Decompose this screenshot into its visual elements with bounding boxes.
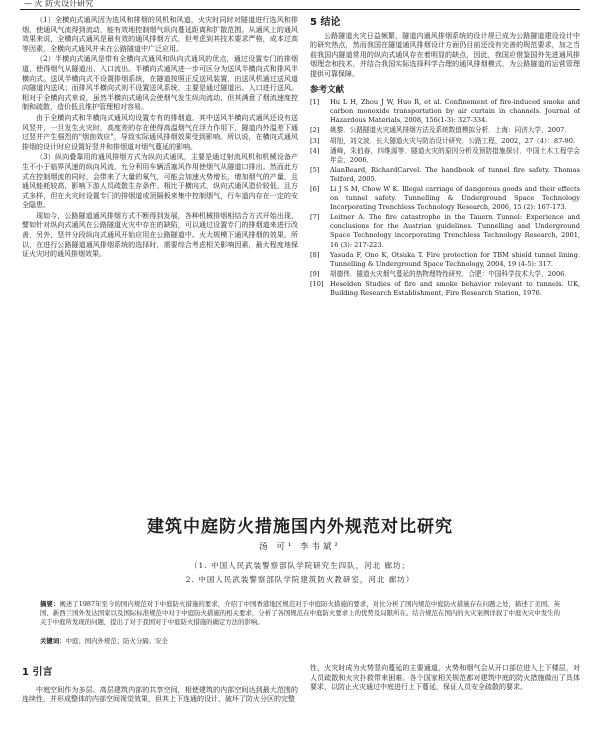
reference-item xyxy=(310,280,580,298)
intro-left-column xyxy=(22,664,298,734)
reference-number: [7] xyxy=(310,213,320,222)
reference-text: Yasuda F, Ono K, Otsuka T. Fire protection for TBM shield tunnel lining. Tunnelling & Underground Space Technology, 2004, 19 (4-5): 317. xyxy=(330,250,580,268)
reference-item xyxy=(310,270,580,279)
reference-list xyxy=(310,98,580,298)
affiliation-2: 2. 中国人民武装警察部队学院建筑防火教研室，河北 廊坊） xyxy=(185,575,415,584)
paragraph: 由于全横向式和半横向式通风均设置专有的排烟道，其中送风半横向式通风还设有送风竖井，一旦发生火灾时，高度差的存在使得高温烟气在浮力作用下，隧道内外温差下通过竖井产生强烈的"烟囱效应"，导致实际通风排烟效果受到影响。所以说，在横向式通风排烟的设计时应设置好竖井和排烟道对烟气蔓延的影响。 xyxy=(22,113,298,151)
abstract xyxy=(40,600,560,628)
section-5-text: 公路隧道火灾日益频繁，隧道内通风排烟系统的设计规已成为公路隧道建设设计中的研究热点，然而我国在隧道通风排烟设计方面仍目前还没有完善的规范要求，加之当前我国内隧道常用的纵向式通风存在着明显的缺点，因此，我国应借鉴国外先进通风排烟理念和技术，并结合我国实际选择科学合理的通风排烟模式，为公路隧道的运营管理提供可靠保障。 xyxy=(310,31,580,78)
right-column xyxy=(310,16,580,484)
reference-number: [5] xyxy=(310,165,320,174)
paragraph: 现如今，公路隧道通风排烟方式不断得到发展，各种机械排烟相结合方式开始出现，譬如针对纵向式通风在公路隧道火灾中存在的缺陷，可以通过设置专门的排烟道来进行改善，另外，竖井分段纵向式通风开始应用在公路隧道中。火大规模下通风排烟的效果，所以，在进行公路隧道通风排烟系统的选择时，需要综合考虑相关影响因素，最大程度地保证火灾时的通风排烟效果。 xyxy=(22,211,298,259)
reference-item xyxy=(310,126,580,135)
article-title: 建筑中庭防火措施国内外规范对比研究 xyxy=(147,517,453,537)
section-5-heading: 5 结论 xyxy=(310,17,341,28)
abstract-label: 摘要： xyxy=(40,600,60,608)
keywords-label: 关键词： xyxy=(40,637,66,645)
reference-text: Li J S M, Chow W K. Illegal carriage of dangerous goods and their effects on tunnel safety. Tunnelling & Underground Space Technology Incorporating Trenchless Technology Research, 2006, 15 (2): 167-173. xyxy=(330,185,580,212)
intro-text-right: 性，火灾时成为火势竖向蔓延的主要通道，火势和烟气会从开口部位进入上下楼层，对人员疏散和火灾扑救带来困难。各个国家相关规范都对建筑中庭的防火措施做出了具体要求，以防止火灾通过中庭进行上下蔓延，保证人员安全疏散的要求。 xyxy=(310,664,580,692)
reference-text: Heselden Studies of fire and smoke behavior relevant to tunnels. UK, Building Research Establishment, Fire Research Station, 1976. xyxy=(330,279,580,298)
paragraph: （1）全横向式通风因为选风和排烟的风机和风道，火灾时同时对隧道进行选风和排烟，使通风气流得到流动，能有效地控制烟气纵向蔓延距离和扩散范围。从通风上的通风效果来说，全横向式通风是最有效的通风排烟方式，但考虑到其技术要求严格，成本过高等因素，全横向式通风并未在公路隧道中广泛应用。 xyxy=(22,16,298,53)
keywords xyxy=(40,637,560,646)
reference-item xyxy=(310,98,580,125)
reference-text: Leitner A. The fire catastrophe in the Tauern Tunnel: Experience and conclusions for the Austrian guidelines. Tunnelling and Underground Space Technology incorporating Trenchless Technology Research, 2001, 16 (3): 217-223. xyxy=(330,213,580,249)
reference-number: [1] xyxy=(310,98,320,107)
running-header xyxy=(0,0,600,11)
reference-text: 潘峰，朱伯春，四维源等．隧道火灾的原因分析及预防措施探讨．中国土木工程学会年会，2006． xyxy=(330,146,580,164)
reference-number: [4] xyxy=(310,146,320,155)
section-1-heading: 1 引言 xyxy=(22,667,53,678)
reference-item xyxy=(310,137,580,146)
reference-number: [2] xyxy=(310,126,320,135)
intro-text-left: 中庭空间作为多层、高层建筑内部的共享空间，相使建筑的内部空间达到最大范围的连续性，并形成整体的内部空间视觉效果，但其上下连通的设计，破坏了防火分区的完整 xyxy=(22,685,298,704)
reference-text: AlanBeard, RichardCarvel. The handbook of tunnel fire safety. Thomas Telford, 2005. xyxy=(330,165,580,183)
paragraph: （3）纵向叠靠用的通风排烟方式为纵向式通风，主要是通过射流风机和机械设备产生不小于临界风速的纵向风流，允分利用车辆活塞风作用使烟气从隧道口排出。然而此方式在控制烟流的同时，会带来了大量的氧气，可能会加速火势增长，增加烟气的产量，且通风能耗较高，影响下游人员疏散生存条件。相比于横向式，纵向式通风造价较低，且方式多样，但在火灾时设置专门的排烟道或顶隔板来集中控制烟气，行车道内存在一定的安全隐患。 xyxy=(22,153,298,210)
header-rule xyxy=(20,9,580,10)
left-column xyxy=(22,16,298,484)
reference-text: 胡旭，刘文波．长大隧道火灾与防治设计研究．公路工程，2002，27（4）：87-90. xyxy=(330,136,575,145)
reference-text: Hu L H, Zhou J W, Huo R, et al. Confinement of fire-induced smoke and carbon monoxide transportation by air curtain in channels. Journal of Hazardous Materials, 2008, 156(1-3): 327-334. xyxy=(330,98,580,125)
reference-item xyxy=(310,185,580,212)
references-title: 参考文献 xyxy=(310,84,345,95)
intro-right-column xyxy=(310,664,580,734)
reference-number: [10] xyxy=(310,279,324,288)
running-header-text: — 火 防火设计研究 xyxy=(24,0,94,8)
article-authors: 汤 可¹ 李韦斌² xyxy=(259,542,341,552)
reference-item xyxy=(310,166,580,184)
reference-number: [6] xyxy=(310,185,320,193)
paragraph: （2）半横向式通风是带有全横向式通风和纵向式通风的优点，通过设置专门的排烟道，使得烟气从隧道出、入口流出。半横向式通风进一步可区分为送风半横向式和排风半横向式。送风半横向式不设置排烟系统，在隧道按照正反送风装置，由送风机通过送风道向隧道内送风；而排风半横向式则不设置送风系统，主要是通过隧道出、入口进行送风。相对于全横向式来说，虽然半横向式通风会使烟气发生纵向流动，但其满意了烟流速度控制和疏散，造价低且维护管理相对容易。 xyxy=(22,55,298,112)
abstract-text: 阐述了1987年至今的国内规范对于中庭防火措施的要求，介绍了中国香港地区规范对于中庭防火措施的要求，对比分析了国内规范中庭防火措施存在问题之处，描述了美国、英国、新西兰国外发达国家以及国际标准规范中对于中庭防火措施的相关要求，分析了各国规范在中庭防火要求上的优势及局限所在。结合规范在国内的火灾案例详叙了中庭火灾中发生的关于中庭所发现的问题，提出了对于我国对于中庭防火措施的确定方法的影响。 xyxy=(40,600,560,627)
reference-number: [3] xyxy=(310,136,320,145)
reference-number: [9] xyxy=(310,269,320,278)
reference-text: 姚黎．公路隧道火灾通风排烟方法及系统数值模拟分析．上海：同济大学，2007． xyxy=(330,126,571,135)
reference-item xyxy=(310,251,580,269)
keywords-text: 中庭；国内外规范；防火分隔；安全 xyxy=(65,637,168,645)
reference-number: [8] xyxy=(310,250,320,259)
reference-item xyxy=(310,213,580,249)
reference-text: 胡德伟．隧道火灾烟气蔓延的热物理特性研究．合肥：中国科学技术大学，2006． xyxy=(330,269,571,278)
affiliation-1: （1. 中国人民武装警察部队学院研究生四队，河北 廊坊； xyxy=(190,561,410,570)
reference-item xyxy=(310,147,580,165)
